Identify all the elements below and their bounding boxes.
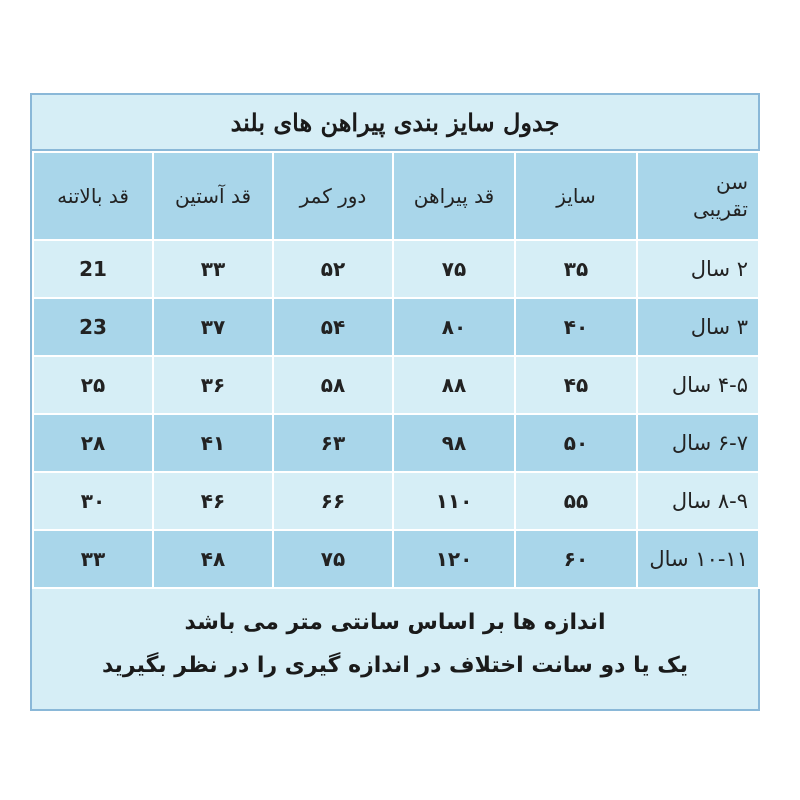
cell-dress-length: ۱۱۰: [393, 472, 515, 530]
cell-sleeve: ۳۷: [153, 298, 273, 356]
cell-bodice: ۳۰: [33, 472, 153, 530]
cell-dress-length: ۸۸: [393, 356, 515, 414]
cell-sleeve: ۳۳: [153, 240, 273, 298]
header-age: [637, 152, 759, 240]
cell-size: ۴۵: [515, 356, 637, 414]
cell-size: ۴۰: [515, 298, 637, 356]
header-row: [33, 152, 759, 240]
header-waist: دور کمر: [273, 152, 393, 240]
cell-size: ۶۰: [515, 530, 637, 588]
cell-age: ۳ سال: [637, 298, 759, 356]
cell-age: ۶-۷ سال: [637, 414, 759, 472]
cell-size: ۵۵: [515, 472, 637, 530]
cell-bodice: ۲۵: [33, 356, 153, 414]
cell-age: ۸-۹ سال: [637, 472, 759, 530]
cell-sleeve: ۴۶: [153, 472, 273, 530]
cell-sleeve: ۳۶: [153, 356, 273, 414]
header-size: سایز: [515, 152, 637, 240]
cell-size: ۵۰: [515, 414, 637, 472]
header-age-line2: تقریبی: [693, 197, 748, 221]
table-row: [33, 356, 759, 414]
header-bodice: قد بالاتنه: [33, 152, 153, 240]
cell-bodice: ۲۸: [33, 414, 153, 472]
table-row: [33, 414, 759, 472]
cell-waist: ۵۴: [273, 298, 393, 356]
table-row: [33, 240, 759, 298]
cell-bodice: ۳۳: [33, 530, 153, 588]
cell-sleeve: ۴۱: [153, 414, 273, 472]
header-age-line1: سن: [716, 170, 748, 194]
cell-waist: ۶۶: [273, 472, 393, 530]
footer-note-tolerance: یک یا دو سانت اختلاف در اندازه گیری را در نظر بگیرید: [101, 653, 689, 678]
cell-dress-length: ۸۰: [393, 298, 515, 356]
size-chart: [30, 93, 760, 711]
footer-note-units: اندازه ها بر اساس سانتی متر می باشد: [184, 610, 606, 635]
cell-bodice: 23: [33, 298, 153, 356]
cell-waist: ۶۳: [273, 414, 393, 472]
cell-waist: ۵۲: [273, 240, 393, 298]
cell-dress-length: ۷۵: [393, 240, 515, 298]
cell-waist: ۷۵: [273, 530, 393, 588]
size-table: [32, 151, 760, 589]
cell-size: ۳۵: [515, 240, 637, 298]
table-row: [33, 298, 759, 356]
cell-age: ۴-۵ سال: [637, 356, 759, 414]
footer-notes: [32, 579, 758, 709]
header-dress-length: قد پیراهن: [393, 152, 515, 240]
cell-sleeve: ۴۸: [153, 530, 273, 588]
cell-waist: ۵۸: [273, 356, 393, 414]
cell-age: ۲ سال: [637, 240, 759, 298]
header-sleeve: قد آستین: [153, 152, 273, 240]
cell-age: ۱۰-۱۱ سال: [637, 530, 759, 588]
chart-title: جدول سایز بندی پیراهن های بلند: [32, 95, 758, 151]
table-row: [33, 472, 759, 530]
cell-bodice: 21: [33, 240, 153, 298]
cell-dress-length: ۹۸: [393, 414, 515, 472]
cell-dress-length: ۱۲۰: [393, 530, 515, 588]
